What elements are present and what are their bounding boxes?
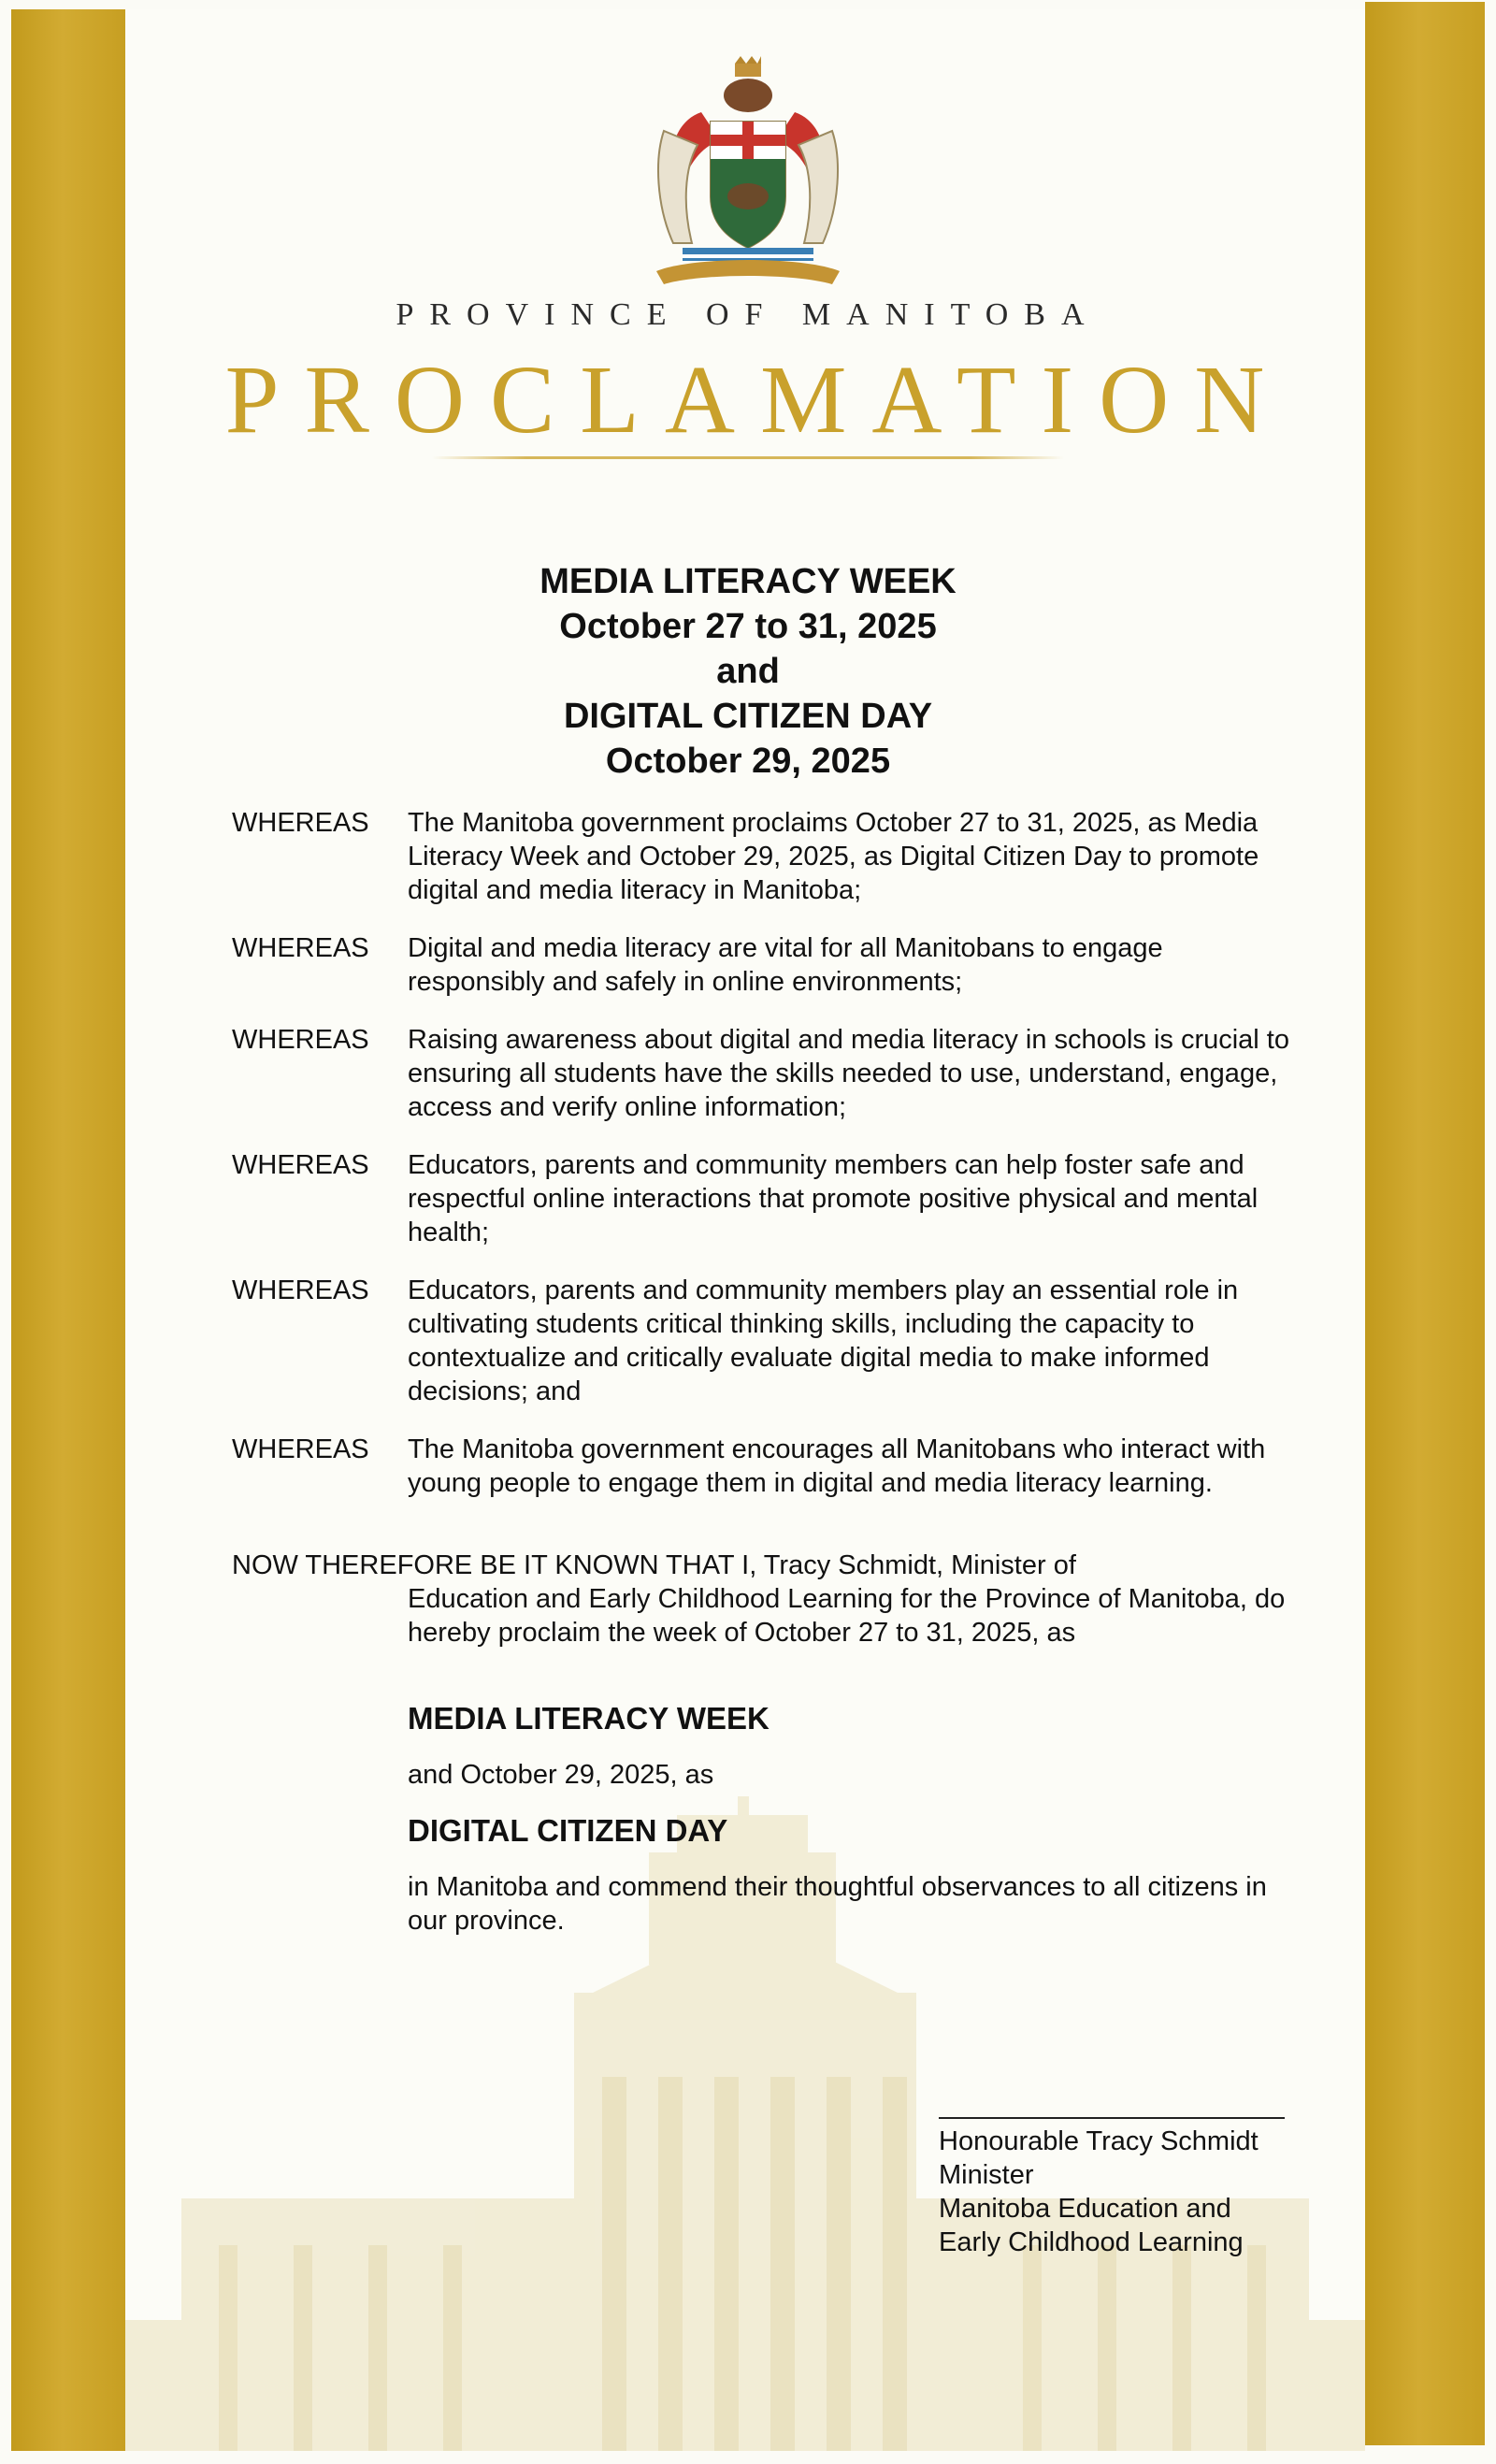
signatory-department: Early Childhood Learning — [939, 2227, 1244, 2257]
title-line: and — [716, 652, 780, 691]
signatory-title: Minister — [939, 2160, 1034, 2190]
clause-label: WHEREAS — [232, 1025, 369, 1055]
proclamation-heading: PROCLAMATION — [224, 346, 1290, 454]
now-therefore-first-line: NOW THEREFORE BE IT KNOWN THAT I, Tracy Schmidt, Minister of — [232, 1550, 1076, 1580]
clause-text: Educators, parents and community members play an essential role in cultivating students critical thinking skills, including the capacity to contextualize and critically evaluate digital media to make informed decisions; and — [408, 1275, 1239, 1406]
now-therefore-clause — [232, 1549, 1307, 1650]
clause-text: Digital and media literacy are vital for all Manitobans to engage responsibly and safely in online environments; — [408, 933, 1163, 997]
whereas-clause — [232, 1148, 1307, 1249]
signatory-department: Manitoba Education and — [939, 2194, 1231, 2224]
clause-text: The Manitoba government proclaims October 27 to 31, 2025, as Media Literacy Week and October 29, 2025, as Digital Citizen Day to promote digital and media literacy in Manitoba; — [408, 808, 1259, 905]
province-label: PROVINCE OF MANITOBA — [396, 297, 1100, 332]
whereas-clause — [232, 1274, 1307, 1408]
proclaim-closing: in Manitoba and commend their thoughtful observances to all citizens in our province. — [408, 1872, 1267, 1936]
title-line: October 29, 2025 — [605, 742, 891, 781]
whereas-clause — [232, 931, 1307, 999]
signature-block — [939, 2125, 1331, 2259]
heading-divider — [432, 456, 1064, 459]
clause-label: WHEREAS — [232, 1275, 369, 1305]
signature-line — [939, 2117, 1285, 2119]
whereas-clause — [232, 1433, 1307, 1500]
title-line: October 27 to 31, 2025 — [559, 607, 937, 646]
proclaimed-day: DIGITAL CITIZEN DAY — [408, 1813, 728, 1848]
manitoba-coat-of-arms-icon — [636, 56, 860, 290]
now-therefore-text: Education and Early Childhood Learning for the Province of Manitoba, do hereby proclaim the week of October 27 to 31, 2025, as — [408, 1584, 1286, 1648]
proclamation-title — [0, 559, 1496, 784]
proclaim-block — [408, 1700, 1296, 1958]
whereas-clauses — [232, 806, 1307, 1524]
whereas-clause — [232, 1023, 1307, 1124]
title-line: DIGITAL CITIZEN DAY — [563, 697, 933, 736]
proclaimed-week: MEDIA LITERACY WEEK — [408, 1701, 770, 1736]
signatory-name: Honourable Tracy Schmidt — [939, 2126, 1259, 2156]
clause-label: WHEREAS — [232, 1434, 369, 1464]
title-line: MEDIA LITERACY WEEK — [539, 562, 957, 601]
clause-text: Raising awareness about digital and media literacy in schools is crucial to ensuring all students have the skills needed to use, understand, engage, access and verify online information; — [408, 1025, 1289, 1122]
clause-text: Educators, parents and community members can help foster safe and respectful online interactions that promote positive physical and mental health; — [408, 1150, 1259, 1247]
clause-label: WHEREAS — [232, 808, 369, 838]
clause-label: WHEREAS — [232, 1150, 369, 1180]
proclaim-connector: and October 29, 2025, as — [408, 1760, 714, 1790]
whereas-clause — [232, 806, 1307, 907]
clause-text: The Manitoba government encourages all Manitobans who interact with young people to engage them in digital and media literacy learning. — [408, 1434, 1266, 1498]
clause-label: WHEREAS — [232, 933, 369, 963]
